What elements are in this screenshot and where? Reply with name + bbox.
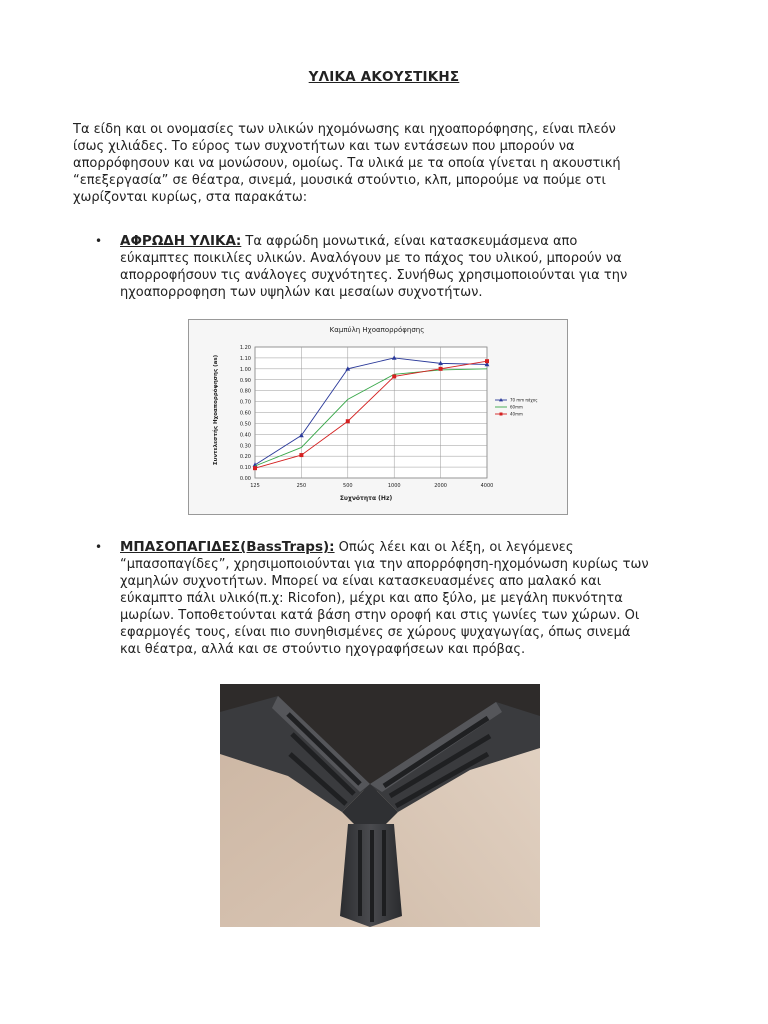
bullet-first-line (120, 539, 720, 556)
intro-line: ίσως χιλιάδες. Το εύρος των συχνοτήτων και των εντάσεων που μπορούν να (73, 139, 575, 154)
bullet-line: εφαρμογές τους, είναι πιο συνηθισμένες σε χώρους ψυχαγωγίας, όπως σινεμά (120, 625, 631, 640)
chart-y-tick-label: 0.80 (239, 388, 251, 395)
bullet-line: μωρίων. Τοποθετούνται κατά βάση στην οροφή και στις γωνίες των χώρων. Οι (120, 608, 640, 623)
chart-x-tick-label: 1000 (387, 483, 401, 489)
bullet-first-text: Οπώς λέει και οι λέξη, οι λεγόμενες (334, 540, 574, 555)
chart-x-tick-label: 4000 (480, 483, 494, 489)
bullet-marker: • (95, 234, 103, 248)
chart-x-tick-label: 2000 (434, 483, 447, 489)
chart-legend (495, 398, 538, 417)
chart-point (253, 466, 257, 470)
intro-line: “επεξεργασία” σε θέατρα, σινεμά, μουσικά στούντιο, κλπ, μπορούμε να πούμε οτι (73, 173, 606, 188)
chart-point (299, 453, 303, 457)
intro-line: απορρόφησουν και να μονώσουν, ομοίως. Τα υλικά με τα οποία γίνεται η ακουστική (73, 156, 621, 171)
bullet-marker: • (95, 540, 103, 554)
chart-y-tick-label: 0.00 (239, 476, 251, 482)
chart-x-label: Συχνότητα (Hz) (339, 495, 393, 502)
page-title: ΥΛΙΚΑ ΑΚΟΥΣΤΙΚΗΣ (308, 69, 460, 85)
chart-point (346, 419, 350, 423)
chart-point (392, 374, 396, 378)
chart-y-tick-label: 1.20 (239, 345, 251, 351)
chart-y-ticks (240, 345, 251, 482)
chart-point (485, 359, 489, 363)
chart-y-tick-label: 0.50 (239, 421, 251, 428)
bullet-first-line (120, 233, 720, 250)
chart-point (439, 367, 443, 371)
chart-y-tick-label: 0.70 (239, 399, 251, 406)
chart-y-label: Συντελεστής Ηχοαπορρόφησης (as) (213, 354, 219, 466)
intro-line: Τα είδη και οι ονομασίες των υλικών ηχομόνωσης και ηχοαπορόφησης, είναι πλεόν (73, 122, 616, 137)
bullet-line: απορροφήσουν τις ανάλογες συχνότητες. Συνήθως χρησιμοποιούνται για την (120, 268, 628, 283)
bullet-line: ηχοαπορροφηση των υψηλών και μεσαίων συχνοτήτων. (120, 285, 483, 300)
chart-y-tick-label: 0.90 (239, 377, 251, 384)
bullet-line: εύκαμπτο πάλι υλικό(π.χ: Ricofon), μέχρι και απο ξύλο, με μεγάλη πυκνότητα (120, 591, 623, 606)
chart-legend-label: 70 mm πάχος (510, 397, 538, 403)
intro-line: χωρίζονται κυρίως, στα παρακάτω: (73, 190, 308, 205)
bullet-line: “μπασοπαγίδες”, χρησιμοποιούνται για την απορρόφηση-ηχομόνωση κυρίως των (120, 557, 649, 572)
chart-y-tick-label: 1.00 (239, 366, 251, 373)
chart-x-tick-label: 250 (296, 483, 307, 489)
chart-x-ticks (250, 483, 493, 489)
chart-y-tick-label: 0.10 (239, 465, 251, 472)
bullet-first-text: Τα αφρώδη μονωτικά, είναι κατασκευμάσμενα απο (241, 234, 578, 249)
absorption-chart-svg (189, 320, 567, 514)
bullet-line: χαμηλών συχνοτήτων. Μπορεί να είναι κατασκευασμένες απο μαλακό και (120, 574, 602, 589)
chart-legend-label: 60mm (510, 404, 523, 410)
chart-y-tick-label: 0.40 (239, 432, 251, 439)
bullet-heading: ΜΠΑΣΟΠΑΓΙΔΕΣ(BassTraps): (120, 539, 335, 555)
intro-paragraph (73, 121, 703, 206)
bullet-heading: ΑΦΡΩΔΗ ΥΛΙΚΑ: (120, 233, 242, 249)
chart-x-tick-label: 500 (343, 483, 353, 489)
chart-title: Καμπύλη Ηχοαπορρόφησης (329, 326, 425, 334)
bullet-line: εύκαμπτες ποικιλίες υλικών. Αναλόγουν με το πάχος του υλικού, μπορούν να (120, 251, 622, 266)
chart-y-tick-label: 0.60 (239, 410, 251, 417)
bullet-text (120, 233, 720, 301)
bass-trap-photo (220, 684, 540, 927)
chart-y-tick-label: 0.30 (239, 443, 251, 450)
bass-trap-illustration (220, 684, 540, 927)
chart-x-tick-label: 125 (250, 483, 260, 489)
bullet-line: και θέατρα, αλλά και σε στούντιο ηχογραφήσεων και πρόβας. (120, 642, 526, 657)
absorption-chart (188, 319, 568, 515)
chart-y-tick-label: 0.20 (239, 454, 251, 461)
chart-legend-marker (500, 413, 503, 416)
chart-y-tick-label: 1.10 (239, 355, 251, 362)
bullet-text (120, 539, 720, 658)
chart-legend-label: 40mm (510, 411, 523, 417)
